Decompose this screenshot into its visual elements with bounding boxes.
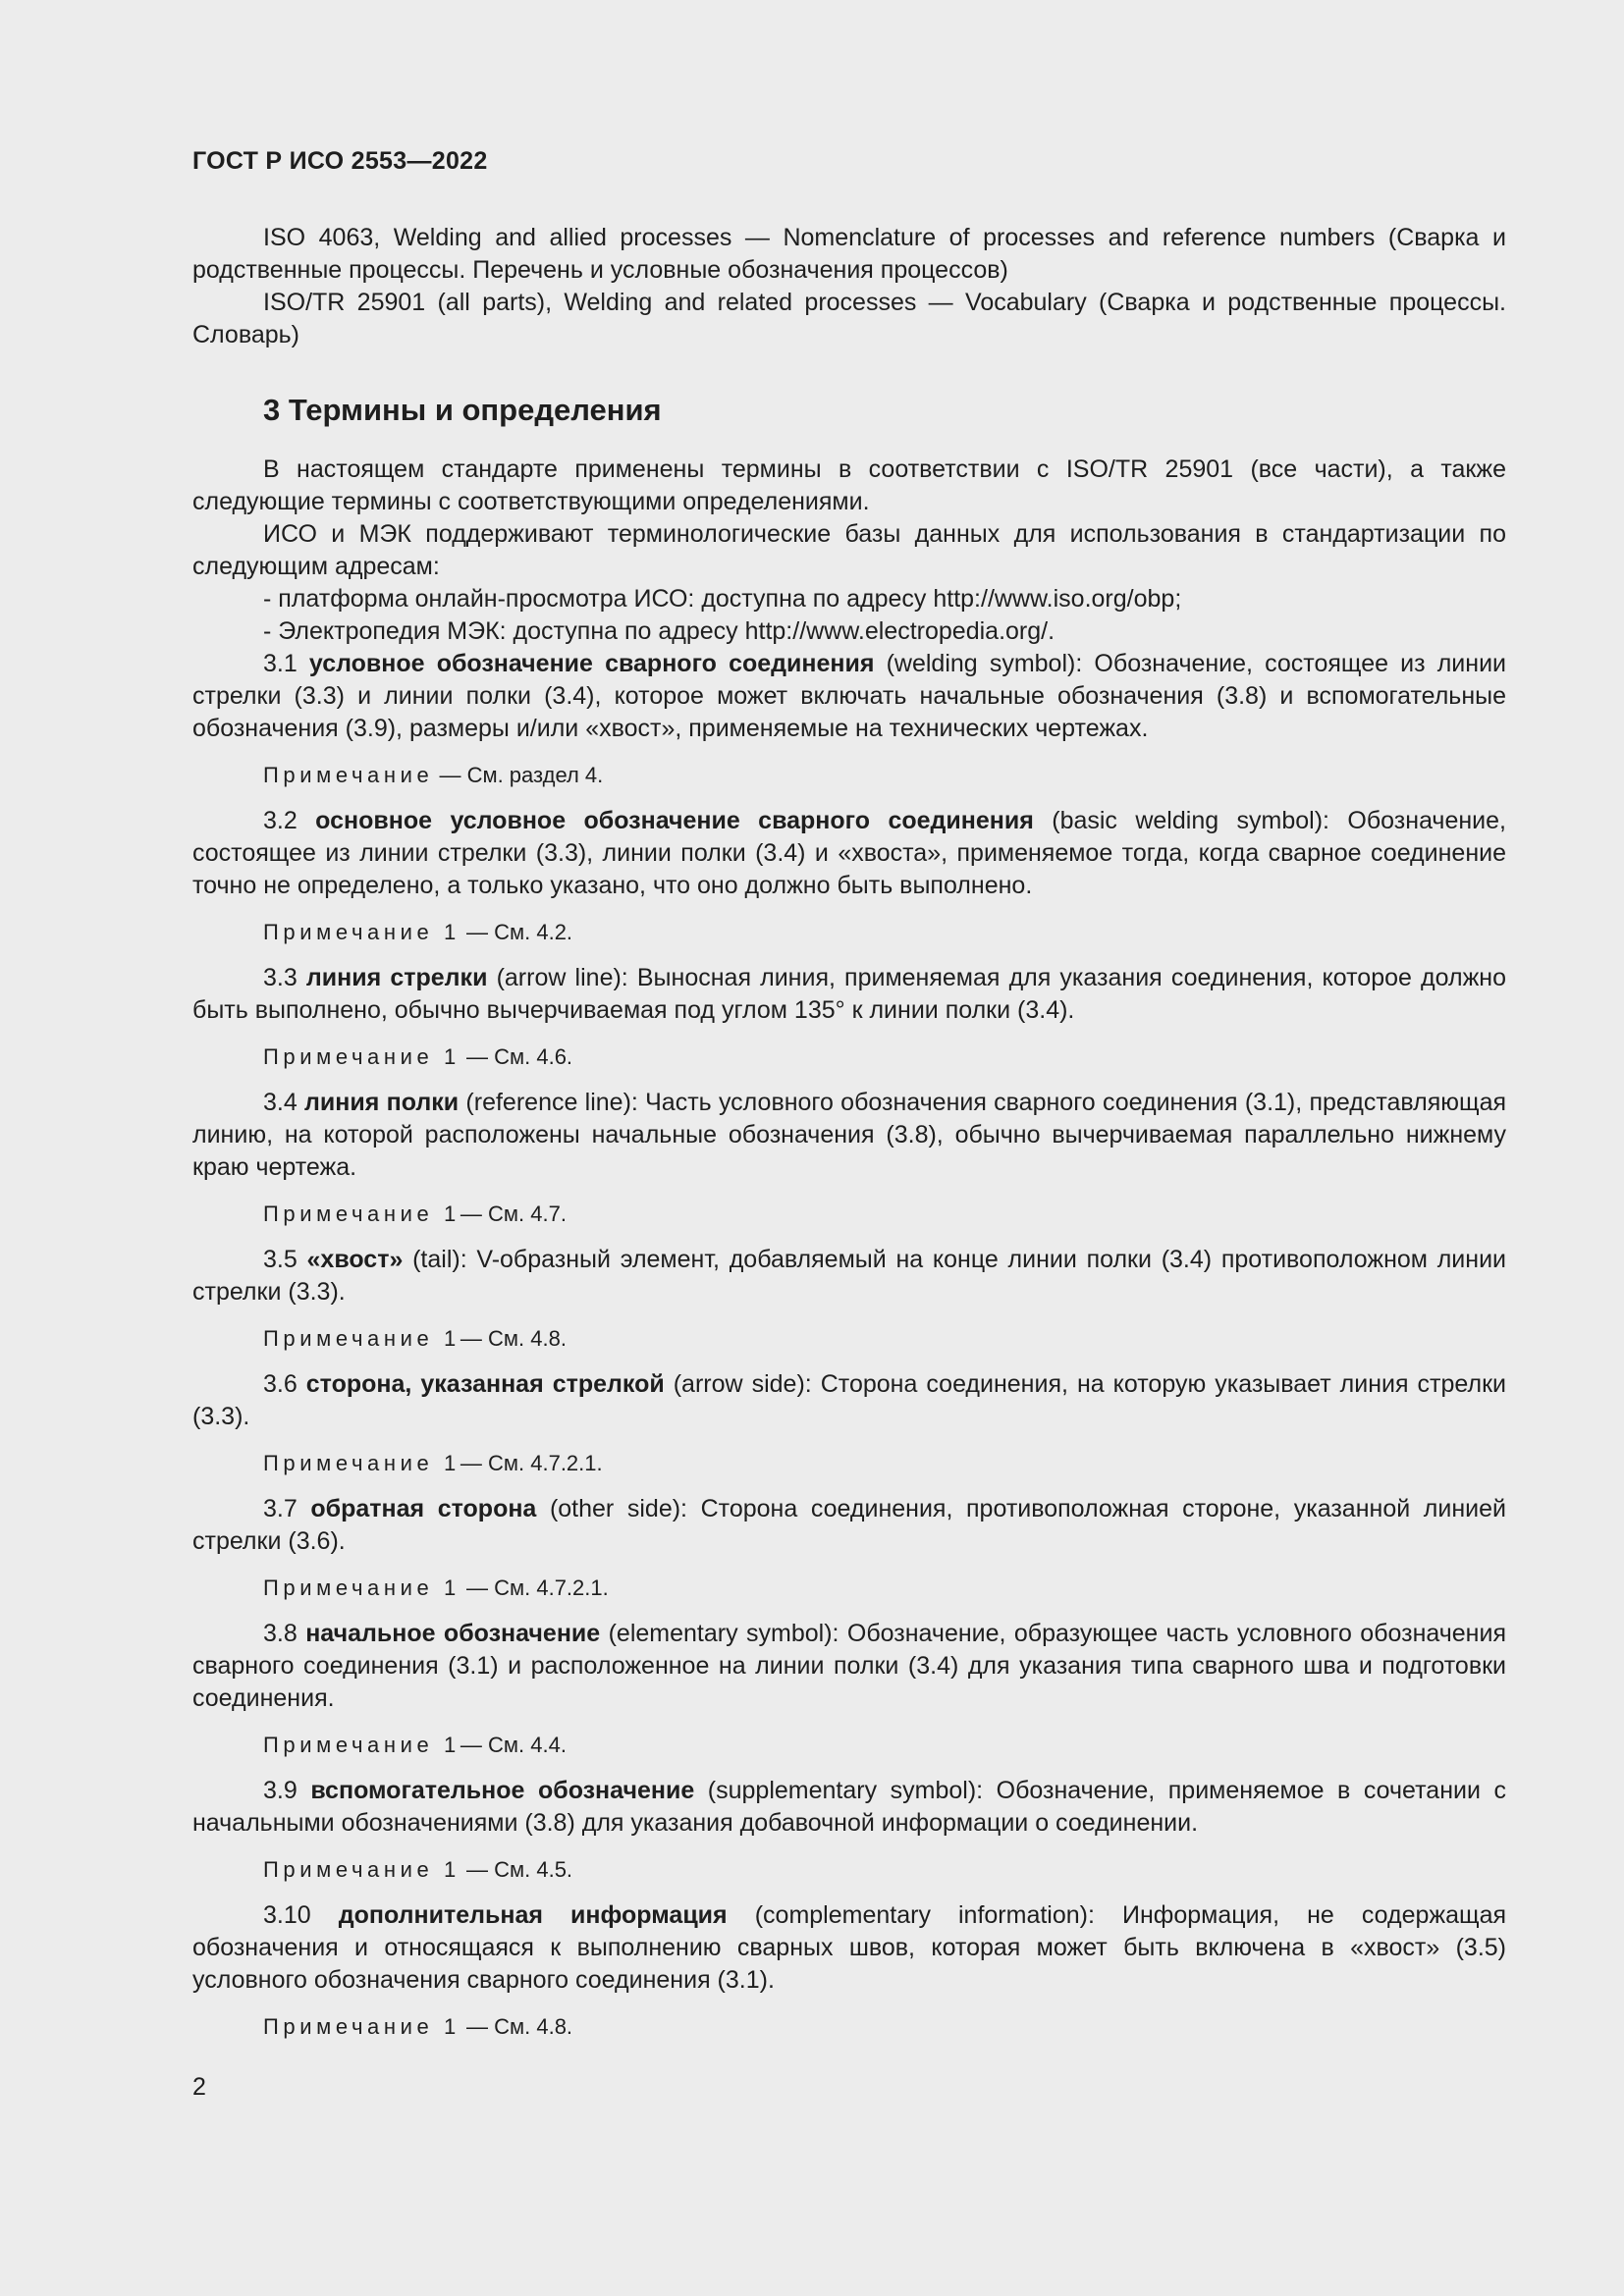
section-title: 3 Термины и определения — [263, 393, 662, 427]
note-text: — См. 4.7.2.1. — [460, 1451, 603, 1475]
term-definition: (tail): V-образный элемент, добавляемый на конце линии полки (3.4) противоположном линии стрелки (3.3). — [192, 1246, 1507, 1306]
section-intro: ИСО и МЭК поддерживают терминологические базы данных для использования в стандартизации по следующим адресам: — [192, 520, 1506, 580]
term-entry — [192, 1244, 1506, 1355]
term-paragraph — [192, 1368, 1506, 1433]
term-paragraph — [192, 962, 1506, 1027]
term-note — [263, 1853, 1506, 1886]
term-number: 3.1 — [263, 650, 309, 677]
document-body — [192, 222, 1506, 2056]
note-text: — См. 4.5. — [460, 1857, 573, 1882]
term-paragraph — [192, 1087, 1506, 1184]
term-name: линия полки — [304, 1089, 460, 1116]
term-name: условное обозначение сварного соединения — [308, 650, 875, 677]
note-text: — См. 4.8. — [460, 2014, 573, 2039]
term-definition: (basic welding symbol): Обозначение, состоящее из линии стрелки (3.3), линии полки (3.4) и «хвоста», применяемое тогда, когда сварное соединение точно не определено, а только указано, что оно должно быть выполнено. — [192, 807, 1506, 899]
list-item: - платформа онлайн-просмотра ИСО: доступна по адресу http://www.iso.org/obp; — [263, 585, 1182, 613]
term-number: 3.7 — [263, 1495, 311, 1522]
term-number: 3.8 — [263, 1620, 306, 1647]
term-name: основное условное обозначение сварного соединения — [315, 807, 1034, 834]
term-note — [263, 916, 1506, 948]
term-number: 3.6 — [263, 1370, 306, 1398]
term-paragraph — [192, 805, 1506, 902]
term-definition: (welding symbol): Обозначение, состоящее из линии стрелки (3.3) и линии полки (3.4), которое может включать начальные обозначения (3.8) и вспомогательные обозначения (3.9), размеры и/или «хвост», применяемые на технических чертежах. — [192, 650, 1507, 742]
section-intro: В настоящем стандарте применены термины в соответствии с ISO/TR 25901 (все части), а также следующие термины с соответствующими определениями. — [192, 455, 1506, 515]
term-name: дополнительная информация — [338, 1901, 728, 1929]
term-name: линия стрелки — [305, 964, 488, 991]
term-paragraph — [192, 1493, 1506, 1558]
note-label: Примечание 1 — [263, 1733, 460, 1757]
note-label: Примечание 1 — [263, 1326, 460, 1351]
note-label: Примечание 1 — [263, 1857, 460, 1882]
term-entry — [192, 1899, 1506, 2043]
reference-item: ISO/TR 25901 (all parts), Welding and related processes — Vocabulary (Сварка и родственные процессы. Словарь) — [192, 289, 1506, 348]
term-note — [263, 759, 1506, 791]
term-paragraph — [192, 1618, 1506, 1715]
reference-item: ISO 4063, Welding and allied processes — Nomenclature of processes and reference numbers (Сварка и родственные процессы. Перечень и условные обозначения процессов) — [192, 224, 1506, 284]
note-label: Примечание 1 — [263, 1451, 460, 1475]
note-text: — См. 4.4. — [460, 1733, 567, 1757]
term-number: 3.10 — [263, 1901, 339, 1929]
term-entry — [192, 1618, 1506, 1761]
term-note — [263, 1729, 1506, 1761]
term-definition: (other side): Сторона соединения, противоположная стороне, указанной линией стрелки (3.6). — [192, 1495, 1506, 1555]
note-label: Примечание 1 — [263, 1575, 460, 1600]
page-number: 2 — [192, 2073, 206, 2101]
document-header: ГОСТ Р ИСО 2553—2022 — [192, 147, 488, 175]
term-name: сторона, указанная стрелкой — [305, 1370, 665, 1398]
term-entry — [192, 1493, 1506, 1604]
term-number: 3.2 — [263, 807, 316, 834]
note-label: Примечание 1 — [263, 920, 460, 944]
term-note — [263, 1572, 1506, 1604]
term-note — [263, 2010, 1506, 2043]
term-entry — [192, 1368, 1506, 1479]
term-entry — [192, 1775, 1506, 1886]
term-paragraph — [192, 1775, 1506, 1840]
term-number: 3.4 — [263, 1089, 305, 1116]
note-text: — См. 4.8. — [460, 1326, 567, 1351]
term-name: обратная сторона — [310, 1495, 537, 1522]
list-item: - Электропедия МЭК: доступна по адресу http://www.electropedia.org/. — [263, 617, 1056, 645]
term-note — [263, 1447, 1506, 1479]
term-entry — [192, 962, 1506, 1073]
note-text: — См. 4.7.2.1. — [460, 1575, 609, 1600]
term-name: «хвост» — [306, 1246, 404, 1273]
term-definition: (arrow side): Сторона соединения, на которую указывает линия стрелки (3.3). — [192, 1370, 1506, 1430]
term-note — [263, 1041, 1506, 1073]
term-name: начальное обозначение — [305, 1620, 601, 1647]
term-definition: (arrow line): Выносная линия, применяемая для указания соединения, которое должно быть выполнено, обычно вычерчиваемая под углом 135° к линии полки (3.4). — [192, 964, 1507, 1024]
note-text: — См. 4.7. — [460, 1201, 567, 1226]
note-text: — См. 4.6. — [460, 1044, 573, 1069]
note-label: Примечание 1 — [263, 1201, 460, 1226]
note-label: Примечание — [263, 763, 434, 787]
term-number: 3.5 — [263, 1246, 307, 1273]
term-note — [263, 1322, 1506, 1355]
term-note — [263, 1198, 1506, 1230]
term-definition: (supplementary symbol): Обозначение, применяемое в сочетании с начальными обозначениями (3.8) для указания добавочной информации о соединении. — [192, 1777, 1506, 1837]
term-number: 3.9 — [263, 1777, 311, 1804]
term-entry — [192, 805, 1506, 948]
term-definition: (reference line): Часть условного обозначения сварного соединения (3.1), представляющая линию, на которой расположены начальные обозначения (3.8), обычно вычерчиваемая параллельно нижнему краю чертежа. — [192, 1089, 1507, 1181]
note-label: Примечание 1 — [263, 2014, 460, 2039]
term-name: вспомогательное обозначение — [310, 1777, 695, 1804]
term-entry — [192, 648, 1506, 791]
term-definition: (elementary symbol): Обозначение, образующее часть условного обозначения сварного соединения (3.1) и расположенное на линии полки (3.4) для указания типа сварного шва и подготовки соединения. — [192, 1620, 1506, 1712]
term-number: 3.3 — [263, 964, 306, 991]
term-paragraph — [192, 648, 1506, 745]
note-text: — См. раздел 4. — [433, 763, 604, 787]
note-text: — См. 4.2. — [460, 920, 573, 944]
term-paragraph — [192, 1899, 1506, 1997]
term-entry — [192, 1087, 1506, 1230]
term-paragraph — [192, 1244, 1506, 1308]
note-label: Примечание 1 — [263, 1044, 460, 1069]
term-definition: (complementary information): Информация, не содержащая обозначения и относящаяся к выполнению сварных швов, которая может быть включена в «хвост» (3.5) условного обозначения сварного соединения (3.1). — [192, 1901, 1507, 1994]
